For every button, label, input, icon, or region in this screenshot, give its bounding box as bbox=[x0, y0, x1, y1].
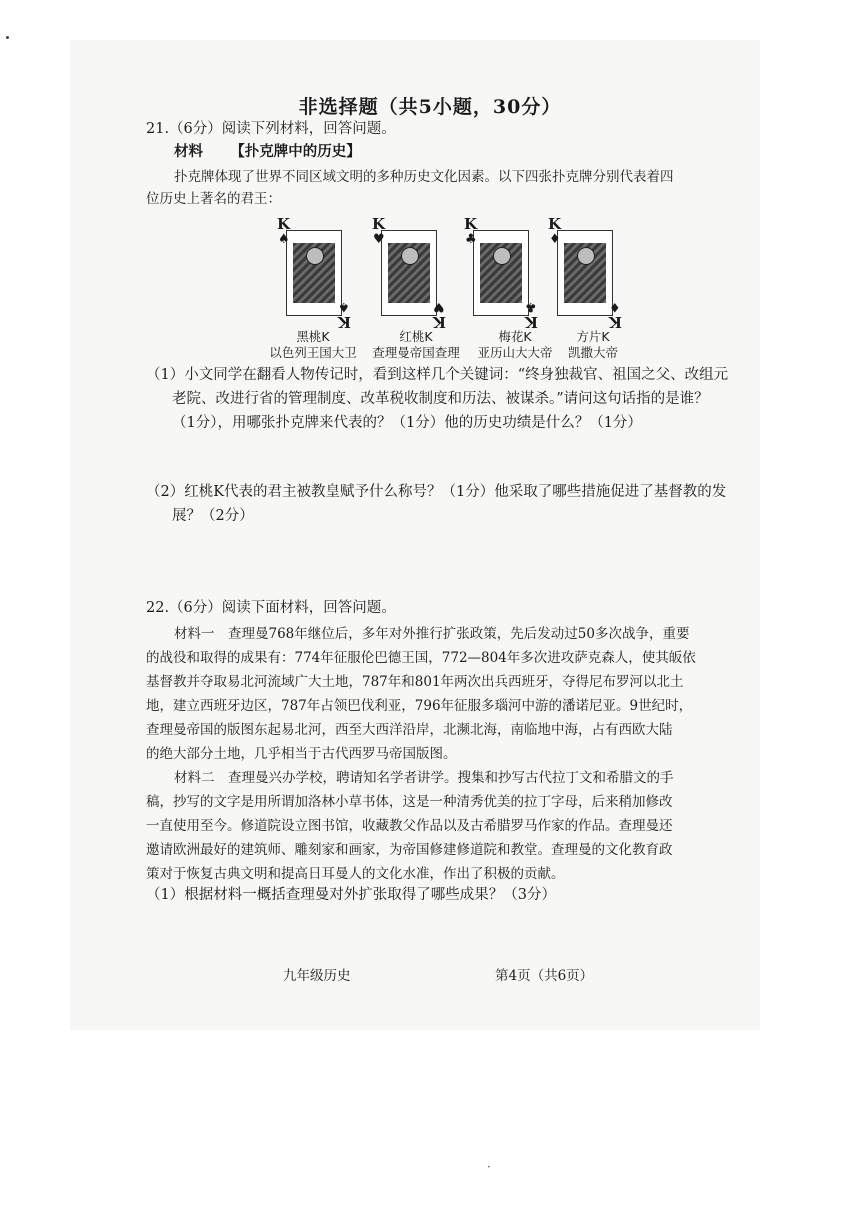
heart-icon: ♥ bbox=[433, 299, 445, 314]
q21-sub1-line-2: 老院、改进行省的管理制度、改革税收制度和历法、被谋杀。”请问这句话指的是谁？ bbox=[172, 391, 709, 407]
king-portrait-image bbox=[564, 243, 606, 303]
diamond-icon: ♦ bbox=[549, 232, 561, 247]
club-icon: ♣ bbox=[525, 299, 537, 314]
card-king: 查理曼帝国查理 bbox=[372, 345, 460, 360]
card-king: 凯撒大帝 bbox=[567, 345, 618, 360]
card-name: 黑桃K bbox=[296, 329, 330, 344]
q21-sub1-line-3: （1分），用哪张扑克牌来代表的？（1分）他的历史功绩是什么？（1分） bbox=[172, 415, 642, 431]
q21-header: 21.（6分）阅读下列材料，回答问题。 bbox=[146, 121, 396, 137]
spade-icon: ♠ bbox=[278, 232, 290, 247]
section-title: 非选择题（共5小题，30分） bbox=[298, 96, 562, 118]
q22-m2-line-3: 一直使用至今。修道院设立图书馆，收藏教父作品以及古希腊罗马作家的作品。查理曼还 bbox=[146, 818, 673, 834]
card-king: 以色列王国大卫 bbox=[269, 345, 357, 360]
card-name: 红桃K bbox=[399, 329, 433, 344]
card-rank: K bbox=[464, 215, 478, 233]
card-rank: K bbox=[548, 215, 562, 233]
card-caption-heart bbox=[361, 329, 471, 361]
q21-material-title: 【扑克牌中的历史】 bbox=[230, 143, 361, 160]
card-diamond-king bbox=[548, 215, 622, 331]
king-portrait-image bbox=[293, 243, 335, 303]
card-rank: K bbox=[432, 313, 446, 331]
card-name: 方片K bbox=[576, 329, 610, 344]
footer-page-number: 第4页（共6页） bbox=[495, 968, 594, 984]
q21-sub1-line-1: （1）小文同学在翻看人物传记时，看到这样几个关键词：“终身独裁官、祖国之父、改组元 bbox=[146, 367, 729, 383]
q21-sub2-line-2: 展？（2分） bbox=[172, 508, 254, 524]
q21-intro-line-2: 位历史上著名的君王： bbox=[146, 191, 281, 207]
q21-material-label: 材料 bbox=[174, 143, 203, 160]
card-rank: K bbox=[277, 215, 291, 233]
king-portrait-image bbox=[480, 243, 522, 303]
heart-icon: ♥ bbox=[373, 232, 385, 247]
q22-m2-line-2: 稿，抄写的文字是用所谓加洛林小草书体，这是一种清秀优美的拉丁字母，后来稍加修改 bbox=[146, 794, 673, 810]
card-king: 亚历山大大帝 bbox=[477, 345, 553, 360]
club-icon: ♣ bbox=[465, 232, 477, 247]
q22-m2-line-5: 策对于恢复古典文明和提高日耳曼人的文化水准，作出了积极的贡献。 bbox=[146, 866, 565, 882]
q22-m1-line-1: 材料一 查理曼768年继位后，多年对外推行扩张政策，先后发动过50多次战争，重要 bbox=[174, 626, 690, 642]
q22-m2-line-4: 邀请欧洲最好的建筑师、雕刻家和画家，为帝国修建修道院和教堂。查理曼的文化教育政 bbox=[146, 842, 673, 858]
card-rank: K bbox=[524, 313, 538, 331]
q22-m1-line-5: 查理曼帝国的版图东起易北河，西至大西洋沿岸，北濒北海，南临地中海，占有西欧大陆 bbox=[146, 722, 673, 738]
q22-m1-line-4: 地，建立西班牙边区，787年占领巴伐利亚，796年征服多瑙河中游的潘诺尼亚。9世纪时， bbox=[146, 698, 693, 714]
q22-m1-line-6: 的绝大部分土地，几乎相当于古代西罗马帝国版图。 bbox=[146, 746, 457, 762]
card-spade-king bbox=[277, 215, 351, 331]
card-rank: K bbox=[372, 215, 386, 233]
card-caption-spade bbox=[258, 329, 368, 361]
card-caption-diamond bbox=[538, 329, 648, 361]
card-club-king bbox=[464, 215, 538, 331]
scan-mark: · bbox=[487, 1160, 491, 1174]
q21-sub2-line-1: （2）红桃K代表的君主被教皇赋予什么称号？（1分）他采取了哪些措施促进了基督教的发 bbox=[146, 484, 727, 500]
card-rank: K bbox=[608, 313, 622, 331]
card-rank: K bbox=[337, 313, 351, 331]
king-portrait-image bbox=[388, 243, 430, 303]
q22-sub1: （1）根据材料一概括查理曼对外扩张取得了哪些成果？（3分） bbox=[146, 887, 556, 903]
q22-header: 22.（6分）阅读下面材料，回答问题。 bbox=[146, 600, 396, 616]
q21-material-line bbox=[174, 141, 361, 163]
scan-speck bbox=[6, 36, 9, 39]
q22-m1-line-3: 基督教并夺取易北河流域广大土地，787年和801年两次出兵西班牙，夺得尼布罗河以北土 bbox=[146, 674, 684, 690]
spade-icon: ♠ bbox=[338, 299, 350, 314]
q22-m2-line-1: 材料二 查理曼兴办学校，聘请知名学者讲学。搜集和抄写古代拉丁文和希腊文的手 bbox=[174, 770, 674, 786]
card-heart-king bbox=[372, 215, 446, 331]
card-name: 梅花K bbox=[498, 329, 532, 344]
diamond-icon: ♦ bbox=[609, 299, 621, 314]
q21-intro-line-1: 扑克牌体现了世界不同区域文明的多种历史文化因素。以下四张扑克牌分别代表着四 bbox=[174, 169, 674, 185]
q22-m1-line-2: 的战役和取得的成果有：774年征服伦巴德王国，772—804年多次进攻萨克森人，使其皈依 bbox=[146, 650, 696, 666]
footer-subject: 九年级历史 bbox=[283, 968, 351, 984]
